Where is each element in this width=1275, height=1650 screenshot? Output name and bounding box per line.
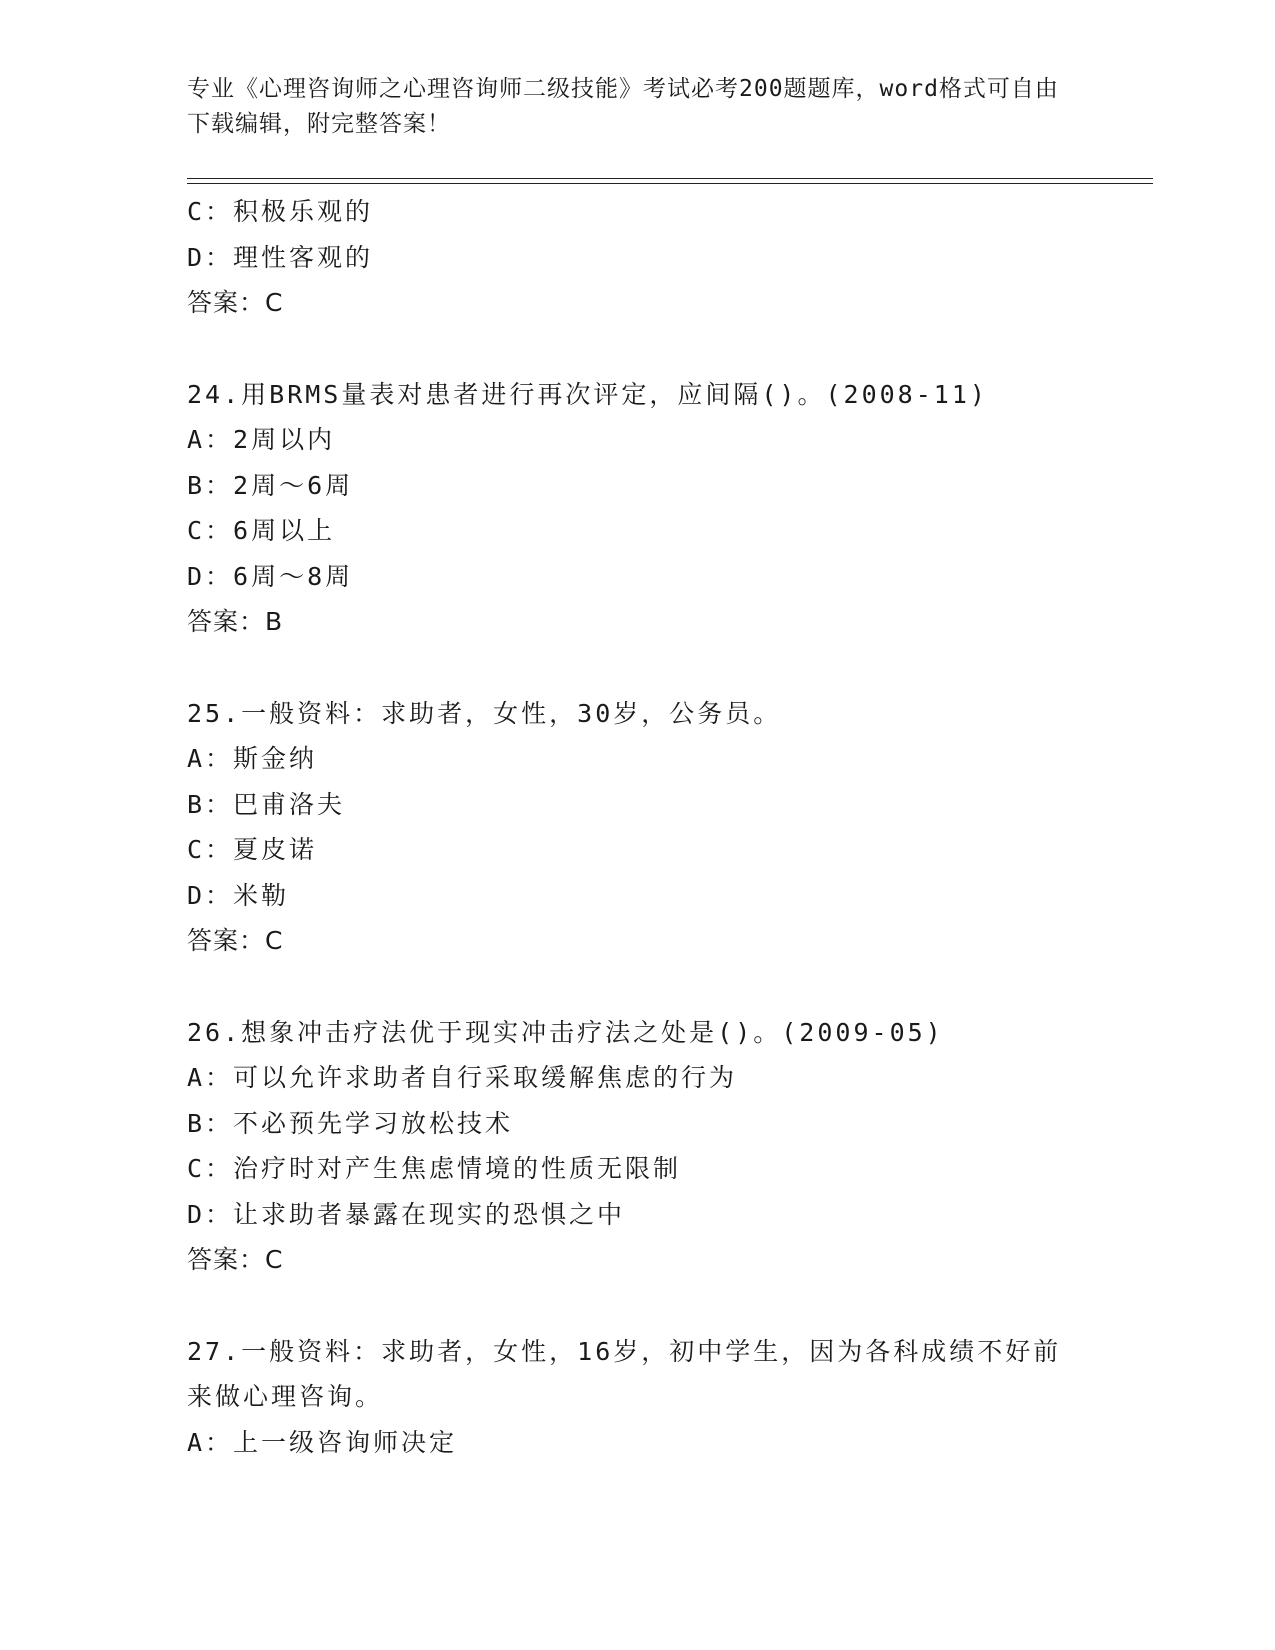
question-block-25: [187, 691, 1087, 964]
option-a: A：上一级咨询师决定: [187, 1427, 458, 1457]
option-a: A：斯金纳: [187, 744, 318, 773]
option-b: B：不必预先学习放松技术: [187, 1108, 514, 1138]
option-c: C：6周以上: [187, 516, 336, 545]
question-stem: 27.一般资料：求助者，女性，16岁，初中学生，因为各科成绩不好前来做心理咨询。: [187, 1336, 1062, 1411]
header-divider-top: [187, 178, 1153, 179]
answer-line: 答案：C: [187, 288, 284, 317]
option-a: A：2周以内: [187, 425, 336, 454]
question-stem: 25.一般资料：求助者，女性，30岁，公务员。: [187, 698, 782, 728]
option-b: B：2周～6周: [187, 470, 354, 500]
document-header: 专业《心理咨询师之心理咨询师二级技能》考试必考200题题库，word格式可自由下载编辑，附完整答案！: [187, 76, 1059, 137]
question-stem: 26.想象冲击疗法优于现实冲击疗法之处是()。(2009-05): [187, 1017, 944, 1047]
option-d: D：6周～8周: [187, 561, 354, 591]
option-d: D：理性客观的: [187, 242, 374, 272]
answer-line: 答案：B: [187, 607, 284, 636]
option-c: C：治疗时对产生焦虑情境的性质无限制: [187, 1154, 682, 1183]
question-block-26: [187, 1010, 1087, 1283]
question-block-27: [187, 1329, 1087, 1466]
question-block-23: [187, 189, 1087, 326]
question-list: [187, 189, 1087, 1465]
option-a: A：可以允许求助者自行采取缓解焦虑的行为: [187, 1063, 738, 1092]
option-d: D：让求助者暴露在现实的恐惧之中: [187, 1199, 626, 1229]
question-block-24: [187, 372, 1087, 645]
option-c: C：积极乐观的: [187, 197, 374, 226]
answer-line: 答案：C: [187, 926, 284, 955]
option-c: C：夏皮诺: [187, 835, 318, 864]
header-divider-bottom: [187, 183, 1153, 184]
option-d: D：米勒: [187, 880, 290, 910]
answer-line: 答案：C: [187, 1245, 284, 1274]
question-stem: 24.用BRMS量表对患者进行再次评定，应间隔()。(2008-11): [187, 379, 988, 409]
option-b: B：巴甫洛夫: [187, 789, 346, 819]
